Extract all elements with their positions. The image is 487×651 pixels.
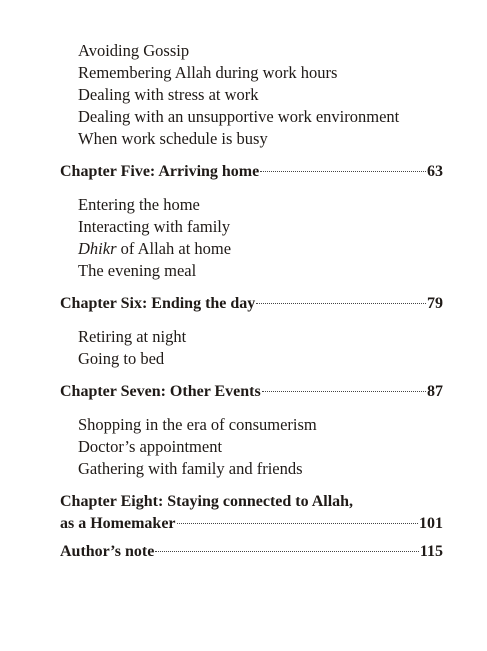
dot-leader <box>260 171 426 172</box>
page-number: 79 <box>427 295 443 312</box>
toc-subentry[interactable]: Remembering Allah during work hours <box>78 63 338 82</box>
toc-subentry[interactable]: Retiring at night <box>78 327 187 346</box>
chapter-title: Chapter Six: Ending the day <box>60 295 256 312</box>
toc-subentry[interactable]: Going to bed <box>78 349 165 368</box>
chapter-title: Chapter Seven: Other Events <box>60 383 261 400</box>
toc-subsection-list <box>60 414 443 480</box>
toc-subentry[interactable]: When work schedule is busy <box>78 129 268 148</box>
page-number: 115 <box>419 543 443 560</box>
toc-subentry[interactable]: Doctor’s appointment <box>78 437 223 456</box>
toc-authors-note[interactable] <box>60 541 443 563</box>
toc-subentry[interactable]: Avoiding Gossip <box>78 41 190 60</box>
toc-chapter-seven[interactable] <box>60 381 443 403</box>
toc-subentry[interactable]: Shopping in the era of consumerism <box>78 415 317 434</box>
toc-chapter-eight[interactable] <box>60 491 443 535</box>
toc-subentry[interactable]: Gathering with family and friends <box>78 459 303 478</box>
toc-subsection-list <box>60 326 443 370</box>
dot-leader <box>256 303 426 304</box>
chapter-title-line1: Chapter Eight: Staying connected to Allah, <box>60 493 354 510</box>
toc-subentry[interactable]: Interacting with family <box>78 217 231 236</box>
toc-subentry[interactable]: Dealing with an unsupportive work environment <box>78 107 400 126</box>
chapter-title: Chapter Five: Arriving home <box>60 163 260 180</box>
toc-chapter-five[interactable] <box>60 161 443 183</box>
page-number: 101 <box>419 515 443 532</box>
dot-leader <box>155 551 419 552</box>
dot-leader <box>177 523 418 524</box>
toc-subsection-list <box>60 194 443 282</box>
chapter-title: Author’s note <box>60 543 155 560</box>
table-of-contents <box>60 40 443 563</box>
toc-subsection-list <box>60 40 443 150</box>
toc-subentry[interactable] <box>60 238 443 260</box>
toc-subentry[interactable]: The evening meal <box>78 261 197 280</box>
dhikr-rest: of Allah at home <box>116 239 232 258</box>
dot-leader <box>262 391 426 392</box>
dhikr-italic: Dhikr <box>78 239 117 258</box>
chapter-title-line2: as a Homemaker <box>60 515 176 532</box>
toc-subentry[interactable]: Dealing with stress at work <box>78 85 259 104</box>
chapter-title-line2-row <box>60 513 443 535</box>
toc-subentry[interactable]: Entering the home <box>78 195 200 214</box>
page-number: 63 <box>427 163 443 180</box>
page-number: 87 <box>427 383 443 400</box>
toc-chapter-six[interactable] <box>60 293 443 315</box>
